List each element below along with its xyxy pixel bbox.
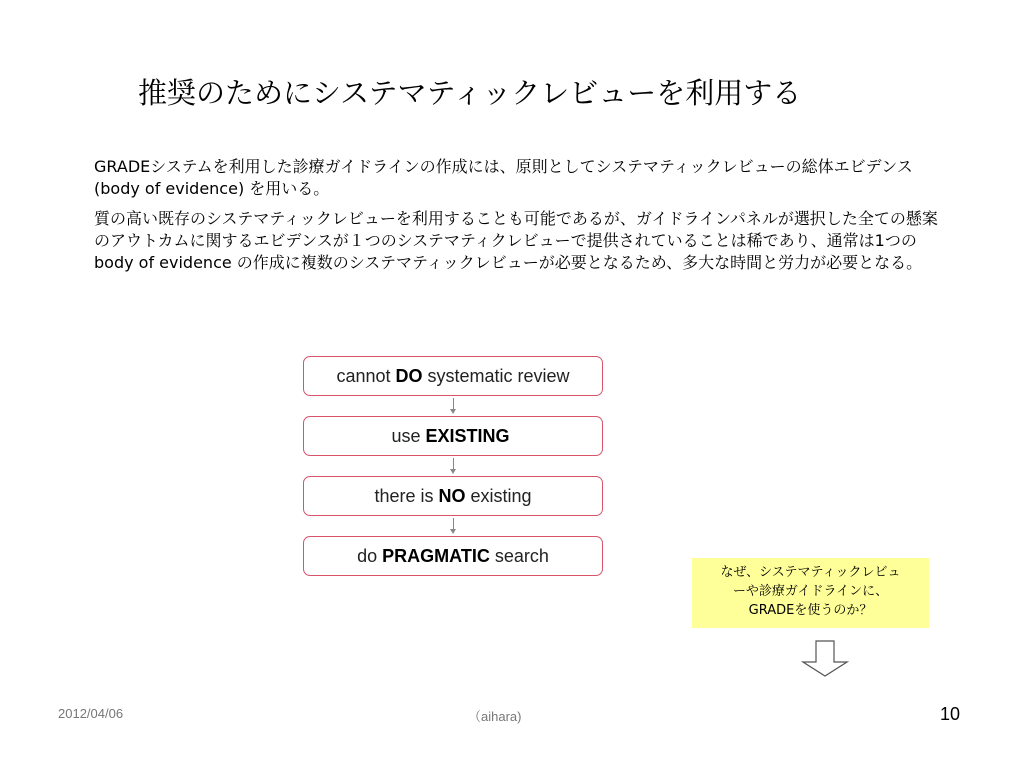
paragraph-2: 質の高い既存のシステマティックレビューを利用することも可能であるが、ガイドラインパネルが選択した全ての懸案のアウトカムに関するエビデンスが１つのシステマティクレビューで提供されていることは稀であり、通常は1つの body of evidence の作成に複数のシステマティックレビューが必要となるため、多大な時間と労力が必要となる。: [94, 209, 938, 272]
flow-step-text: existing: [470, 485, 532, 506]
down-arrow-icon: [801, 640, 849, 678]
flow-step-emphasis: PRAGMATIC: [382, 545, 490, 566]
flow-step-text: do: [357, 545, 378, 566]
flow-connector: [453, 518, 454, 532]
question-note: [692, 558, 929, 628]
flow-step-emphasis: EXISTING: [425, 425, 510, 446]
flow-step-text: search: [494, 545, 549, 566]
flow-connector: [453, 398, 454, 412]
flow-connector: [453, 458, 454, 472]
flow-step-use-existing: [303, 416, 603, 456]
flow-step-no-existing: [303, 476, 603, 516]
paragraph-1: GRADEシステムを利用した診療ガイドラインの作成には、原則としてシステマティックレビューの総体エビデンス (body of evidence) を用いる。: [94, 157, 913, 198]
note-line: GRADEを使うのか？: [748, 603, 873, 618]
flow-step-emphasis: NO: [438, 485, 466, 506]
body-text: [94, 156, 944, 282]
flow-step-text: there is: [374, 485, 434, 506]
page-number: 10: [940, 704, 961, 724]
flow-step-text: use: [391, 425, 421, 446]
footer-author: （aihara): [468, 709, 522, 724]
flow-step-text: cannot: [336, 365, 391, 386]
note-line: なぜ、システマティックレビュ: [720, 565, 901, 580]
note-line: ーや診療ガイドラインに、: [732, 584, 889, 599]
flow-step-emphasis: DO: [395, 365, 423, 386]
flow-step-cannot-do: [303, 356, 603, 396]
flow-step-pragmatic-search: [303, 536, 603, 576]
flow-step-text: systematic review: [427, 365, 570, 386]
footer-date: 2012/04/06: [58, 706, 124, 721]
slide-title: 推奨のためにシステマティックレビューを利用する: [138, 76, 802, 110]
flowchart: [303, 356, 605, 578]
